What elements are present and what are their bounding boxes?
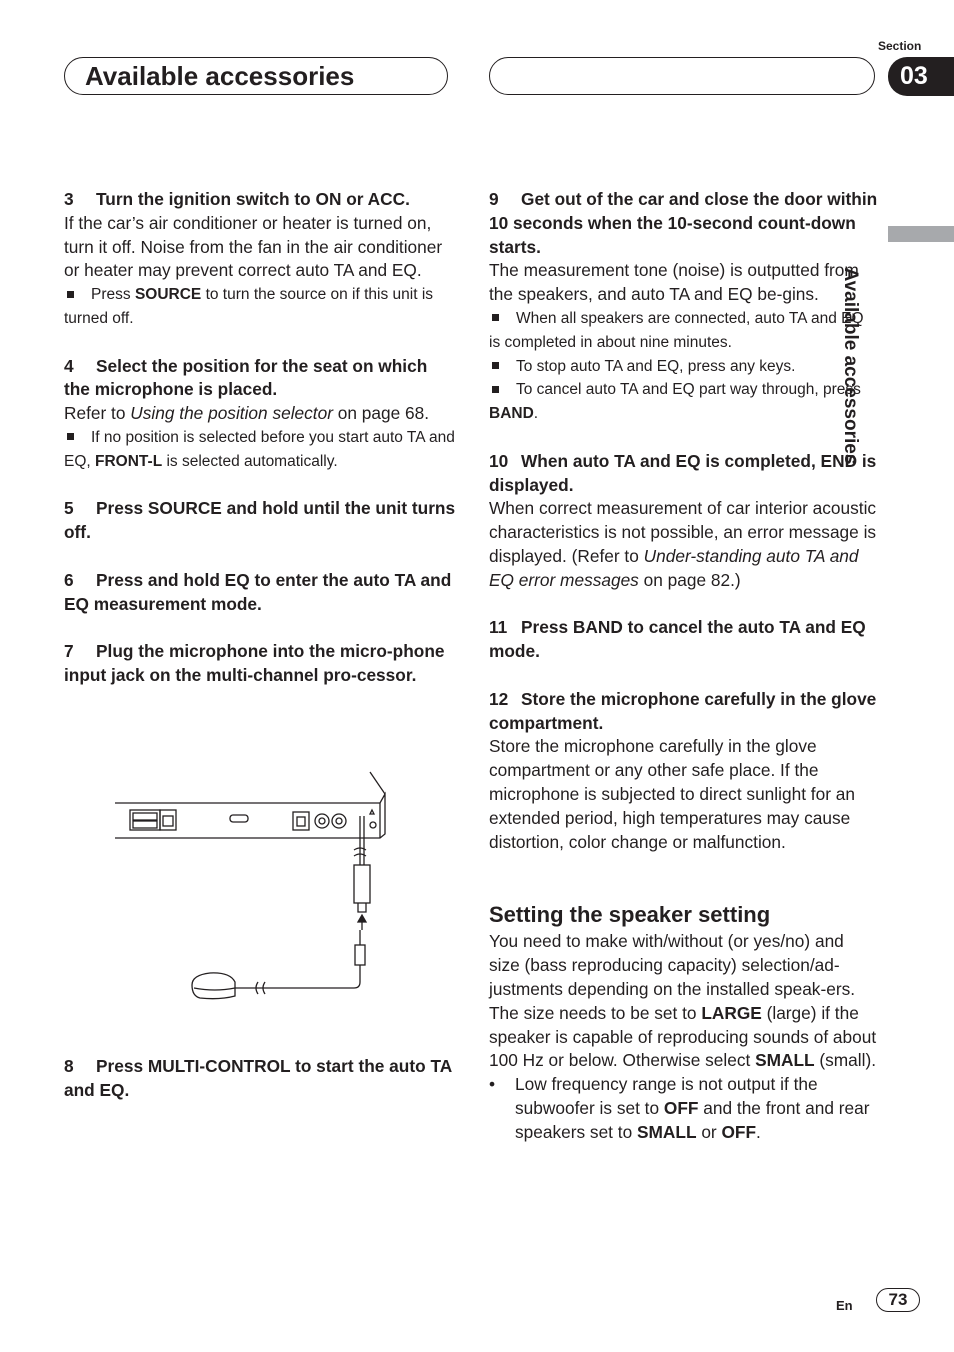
- note-square-icon: [67, 433, 74, 440]
- speaker-setting-body: You need to make with/without (or yes/no) and size (bass reproducing capacity) selection/ad-justments depending on the installed speak-ers. The size needs to be set to LARGE (large) if the speaker is capable of reproducing sounds of about 100 Hz or below. Otherwise select SMALL (small).: [489, 931, 877, 1071]
- speaker-setting-heading: Setting the speaker setting: [489, 902, 771, 928]
- step-8-title: 8 Press MULTI-CONTROL to start the auto TA and EQ.: [64, 1056, 452, 1100]
- left-column: [64, 188, 456, 688]
- step-4-body: Refer to Using the position selector on page 68.: [64, 403, 430, 424]
- side-label: Available accessories: [840, 267, 861, 465]
- step-5-title: 5 Press SOURCE and hold until the unit turns off.: [64, 498, 456, 543]
- language-label: En: [836, 1298, 853, 1313]
- step-9-body: The measurement tone (noise) is outputted from the speakers, and auto TA and EQ be-gins.: [489, 260, 859, 305]
- speaker-setting-bullet: • Low frequency range is not output if the subwoofer is set to OFF and the front and rear speakers set to SMALL or OFF.: [489, 1073, 879, 1144]
- mic-cable-lower: [235, 965, 360, 988]
- jack-1: [315, 814, 329, 828]
- mic-jack: [370, 822, 376, 828]
- step-6-title: 6 Press and hold EQ to enter the auto TA and EQ measurement mode.: [64, 569, 452, 614]
- switch: [230, 815, 248, 822]
- microphone-body: [192, 973, 235, 999]
- step-9-note-1: When all speakers are connected, auto TA and EQ is completed in about nine minutes.: [489, 309, 864, 351]
- note-square-icon: [492, 314, 499, 321]
- page-title: Available accessories: [64, 57, 448, 95]
- step-11-title: 11 Press BAND to cancel the auto TA and EQ mode.: [489, 617, 866, 662]
- section-number-tab: 03: [888, 57, 954, 96]
- step-7-title: 7 Plug the microphone into the micro-phone input jack on the multi-channel pro-cessor.: [64, 641, 445, 685]
- step-12-body: Store the microphone carefully in the glove compartment or any other safe place. If the microphone is subjected to direct sunlight for an extended period, high temperatures may cause distortion, color change or malfunction.: [489, 736, 855, 852]
- section-label: Section: [878, 39, 922, 53]
- step-9-title: 9 Get out of the car and close the door within 10 seconds when the 10-second count-down starts.: [489, 189, 878, 257]
- step-9-note-2: To stop auto TA and EQ, press any keys.: [489, 355, 879, 379]
- step-10-body: When correct measurement of car interior acoustic characteristics is not possible, an error message is displayed. (Refer to Under-standing auto TA and EQ error messages on page 82.): [489, 498, 877, 590]
- header-blank-box: [489, 57, 875, 95]
- step-3-body: If the car’s air conditioner or heater is turned on, turn it off. Noise from the fan in the air conditioner or heater may prevent correct auto TA and EQ.: [64, 212, 443, 281]
- side-tab-bar: [888, 226, 954, 242]
- bullet-dot-icon: •: [489, 1074, 496, 1095]
- step-3-note: Press SOURCE to turn the source on if this unit is turned off.: [64, 286, 434, 327]
- step-10-title: 10 When auto TA and EQ is completed, END is displayed.: [489, 450, 877, 495]
- note-square-icon: [492, 386, 499, 393]
- jack-2: [332, 814, 346, 828]
- microphone-connection-figure: [110, 770, 400, 1010]
- mic-plug: [354, 865, 370, 903]
- step-3-title: 3 Turn the ignition switch to ON or ACC.: [64, 189, 410, 209]
- step-4-note: If no position is selected before you start auto TA and EQ, FRONT-L is selected automatically.: [64, 428, 455, 470]
- step-4-title: 4 Select the position for the seat on which the microphone is placed.: [64, 355, 428, 400]
- left-column-bottom: [64, 1055, 456, 1103]
- note-square-icon: [492, 362, 499, 369]
- right-column: [489, 188, 879, 1144]
- step-9-note-3: To cancel auto TA and EQ part way through, press BAND.: [489, 381, 861, 423]
- page-number: 73: [876, 1288, 920, 1312]
- note-square-icon: [67, 291, 74, 298]
- arrow-up-icon: [358, 915, 366, 922]
- step-12-title: 12 Store the microphone carefully in the glove compartment.: [489, 688, 877, 733]
